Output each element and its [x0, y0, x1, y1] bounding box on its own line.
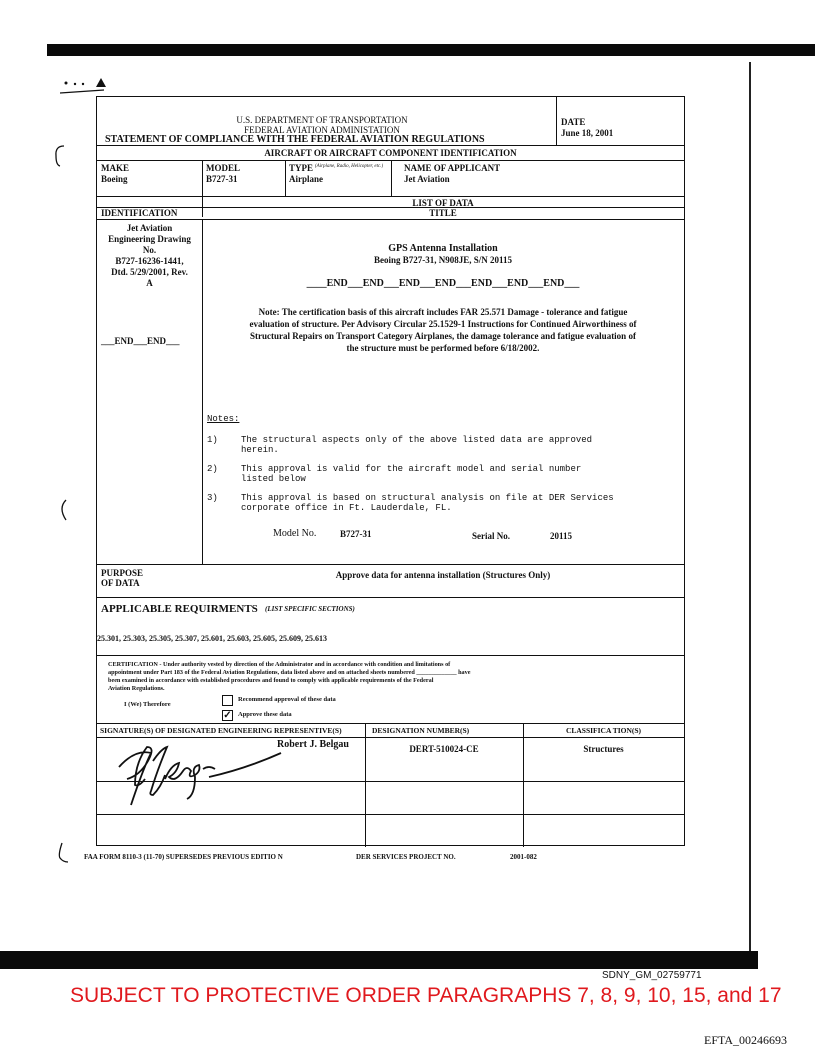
- note-text: This approval is valid for the aircraft model and serial number: [241, 464, 582, 474]
- project-number: 2001-082: [510, 853, 537, 861]
- note-number: 1): [207, 435, 218, 445]
- purpose-label-1: PURPOSE: [101, 568, 144, 578]
- note-number: 2): [207, 464, 218, 474]
- handwritten-signature: [105, 735, 305, 820]
- dept-name: U.S. DEPARTMENT OF TRANSPORTATION: [236, 115, 408, 125]
- approve-checkbox[interactable]: ✓: [223, 710, 232, 721]
- project-label: DER SERVICES PROJECT NO.: [356, 853, 456, 861]
- purpose-label-2: OF DATA: [101, 578, 140, 588]
- serial-value: 20115: [550, 531, 573, 541]
- therefore-label: I (We) Therefore: [124, 701, 171, 708]
- approve-label: Approve these data: [238, 711, 292, 718]
- make-label: MAKE: [101, 163, 129, 173]
- id-line: Jet Aviation: [126, 223, 173, 233]
- identification-end-marker: ___END___END___: [101, 336, 180, 346]
- scan-mark-icon: [60, 76, 120, 98]
- identification-title: AIRCRAFT OR AIRCRAFT COMPONENT IDENTIFICATION: [264, 148, 517, 158]
- model-label: MODEL: [206, 163, 241, 173]
- data-title-1: GPS Antenna Installation: [388, 243, 498, 254]
- note-text: listed below: [241, 474, 306, 484]
- faa-form-8110-3: [96, 96, 685, 846]
- bracket-icon: [55, 498, 69, 522]
- certification-basis-note: [202, 306, 684, 354]
- date-label: DATE: [561, 117, 586, 127]
- scan-border-top: [47, 44, 815, 56]
- end-marker-line: ____END___END___END___END___END___END___END___: [306, 278, 580, 289]
- requirements-sections: 25.301, 25.303, 25.305, 25.307, 25.601, 25.603, 25.605, 25.609, 25.613: [97, 634, 327, 643]
- data-title-2: Beoing B727-31, N908JE, S/N 20115: [373, 255, 512, 265]
- applicant-label: NAME OF APPLICANT: [404, 163, 501, 173]
- bracket-icon: [55, 841, 69, 865]
- note-line: evaluation of structure. Per Advisory Circular 25.1529-1 Instructions for Continued Airworthiness of: [249, 319, 637, 329]
- efta-number: EFTA_00246693: [704, 1033, 788, 1047]
- signature-icon: [105, 735, 305, 815]
- recommend-checkbox[interactable]: [222, 695, 233, 706]
- serial-label: Serial No.: [472, 531, 510, 541]
- scan-border-right: [749, 62, 751, 952]
- designation-header: DESIGNATION NUMBER(S): [372, 726, 470, 735]
- purpose-value: Approve data for antenna installation (Structures Only): [335, 570, 551, 580]
- note-text: This approval is based on structural analysis on file at DER Services: [241, 493, 614, 503]
- requirements-label: APPLICABLE REQUIRMENTS: [101, 603, 258, 615]
- model-no-label: Model No.: [273, 528, 317, 539]
- title-header: TITLE: [429, 208, 457, 218]
- drawing-identification: [97, 223, 202, 289]
- representative-name: Robert J. Belgau: [277, 739, 349, 750]
- id-line: Engineering Drawing: [108, 234, 191, 244]
- note-text: The structural aspects only of the above listed data are approved: [241, 435, 593, 445]
- bates-number: SDNY_GM_02759771: [602, 970, 702, 981]
- type-label: TYPE: [289, 163, 314, 173]
- note-line: Note: The certification basis of this aircraft includes FAR 25.571 Damage - tolerance and fatigue: [258, 307, 628, 317]
- model-no-value: B727-31: [340, 529, 372, 539]
- protective-order-stamp: SUBJECT TO PROTECTIVE ORDER PARAGRAPHS 7, 8, 9, 10, 15, and 17: [70, 984, 782, 1007]
- classification-value: Structures: [583, 744, 624, 754]
- recommend-label: Recommend approval of these data: [238, 696, 336, 703]
- make-value: Boeing: [101, 174, 128, 184]
- certification-line: appointment under Part 183 of the Federal Aviation Regulations, data listed above and on attached sheets numbered _____________ have: [108, 669, 471, 676]
- type-value: Airplane: [289, 174, 324, 184]
- requirements-hint: (LIST SPECIFIC SECTIONS): [265, 605, 355, 613]
- note-line: Structural Repairs on Transport Category Airplanes, the damage tolerance and fatigue evaluation of: [250, 331, 636, 341]
- applicant-value: Jet Aviation: [404, 174, 450, 184]
- certification-line: CERTIFICATION - Under authority vested by direction of the Administrator and in accordance with condition and limitations of: [108, 661, 451, 668]
- model-value: B727-31: [206, 174, 238, 184]
- scan-border-bottom: [0, 951, 758, 969]
- signature-header: SIGNATURE(S) OF DESIGNATED ENGINEERING REPRESENTIVE(S): [100, 726, 342, 735]
- date-value: June 18, 2001: [561, 128, 614, 138]
- id-line: B727-16236-1441,: [115, 256, 184, 266]
- note-line: the structure must be performed before 6/18/2002.: [346, 343, 540, 353]
- designation-number: DERT-510024-CE: [409, 744, 479, 754]
- type-hint: (Airplane, Radio, Helicopter, etc.): [315, 164, 384, 169]
- list-of-data-title: LIST OF DATA: [412, 198, 474, 208]
- id-line: No.: [142, 245, 157, 255]
- binding-bracket-1: [52, 144, 66, 173]
- form-number: FAA FORM 8110-3 (11-70) SUPERSEDES PREVIOUS EDITIO N: [84, 853, 283, 861]
- certification-line: been examined in accordance with established procedures and found to comply with applicable requirements of the Federal: [108, 677, 434, 684]
- certification-statement: [108, 661, 471, 693]
- note-text: corporate office in Ft. Lauderdale, FL.: [241, 503, 452, 513]
- notes-label: Notes:: [207, 414, 240, 424]
- binding-bracket-3: [55, 841, 69, 870]
- id-line: Dtd. 5/29/2001, Rev.: [111, 267, 188, 277]
- bracket-icon: [52, 144, 66, 168]
- note-number: 3): [207, 493, 218, 503]
- certification-line: Aviation Regulations.: [108, 685, 165, 692]
- note-text: herein.: [241, 445, 279, 455]
- classification-header: CLASSIFICA TION(S): [565, 726, 642, 735]
- agency-name: FEDERAL AVIATION ADMINISTATION: [244, 125, 400, 135]
- identification-header: IDENTIFICATION: [101, 208, 178, 218]
- id-line: A: [146, 278, 153, 288]
- statement-title: STATEMENT OF COMPLIANCE WITH THE FEDERAL AVIATION REGULATIONS: [105, 134, 485, 145]
- binding-bracket-2: [55, 498, 69, 527]
